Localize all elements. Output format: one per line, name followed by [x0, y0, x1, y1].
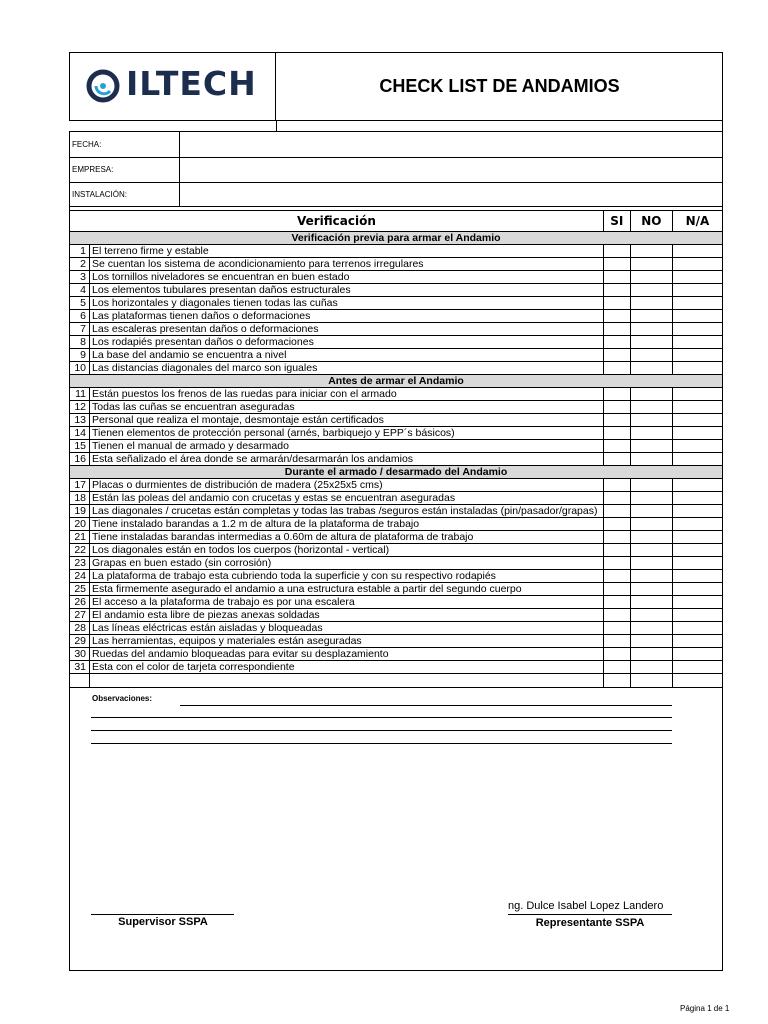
table-row — [70, 284, 723, 297]
blank-cell — [70, 674, 90, 688]
no-cell[interactable] — [630, 271, 672, 284]
si-cell[interactable] — [603, 427, 630, 440]
section-row — [70, 466, 723, 479]
na-cell[interactable] — [672, 596, 722, 609]
si-cell[interactable] — [603, 336, 630, 349]
section-title: Antes de armar el Andamio — [70, 375, 723, 388]
item-number: 12 — [70, 401, 90, 414]
item-text: La base del andamio se encuentra a nivel — [90, 349, 604, 362]
item-number: 4 — [70, 284, 90, 297]
no-cell[interactable] — [630, 661, 672, 674]
item-text: Tienen el manual de armado y desarmado — [90, 440, 604, 453]
table-row — [70, 505, 723, 518]
table-row — [70, 349, 723, 362]
table-row — [70, 609, 723, 622]
item-text: Las líneas eléctricas están aisladas y bloqueadas — [90, 622, 604, 635]
no-cell[interactable] — [630, 596, 672, 609]
representative-name: ng. Dulce Isabel Lopez Landero — [508, 900, 664, 912]
item-text: El acceso a la plataforma de trabajo es por una escalera — [90, 596, 604, 609]
na-cell[interactable] — [672, 414, 722, 427]
table-row — [70, 297, 723, 310]
si-cell[interactable] — [603, 479, 630, 492]
blank-cell — [672, 674, 722, 688]
item-text: Todas las cuñas se encuentran aseguradas — [90, 401, 604, 414]
table-row — [70, 661, 723, 674]
si-cell[interactable] — [603, 596, 630, 609]
checklist-table — [69, 210, 723, 688]
na-cell[interactable] — [672, 323, 722, 336]
no-cell[interactable] — [630, 362, 672, 375]
table-row — [70, 570, 723, 583]
si-cell[interactable] — [603, 271, 630, 284]
no-cell[interactable] — [630, 297, 672, 310]
na-cell[interactable] — [672, 310, 722, 323]
item-number: 29 — [70, 635, 90, 648]
item-number: 11 — [70, 388, 90, 401]
document-header — [69, 52, 723, 121]
no-cell[interactable] — [630, 609, 672, 622]
si-cell[interactable] — [603, 453, 630, 466]
table-row — [70, 258, 723, 271]
table-row — [70, 362, 723, 375]
table-row — [70, 596, 723, 609]
item-text: Las distancias diagonales del marco son iguales — [90, 362, 604, 375]
no-cell[interactable] — [630, 336, 672, 349]
item-text: Ruedas del andamio bloqueadas para evitar su desplazamiento — [90, 648, 604, 661]
na-cell[interactable] — [672, 661, 722, 674]
item-text: Están las poleas del andamio con crucetas y estas se encuentran aseguradas — [90, 492, 604, 505]
na-cell[interactable] — [672, 362, 722, 375]
na-cell[interactable] — [672, 245, 722, 258]
item-text: Las plataformas tienen daños o deformaciones — [90, 310, 604, 323]
si-cell[interactable] — [603, 492, 630, 505]
instalacion-row — [70, 182, 722, 207]
si-cell[interactable] — [603, 661, 630, 674]
page-number: Página 1 de 1 — [680, 1004, 730, 1013]
no-cell[interactable] — [630, 479, 672, 492]
table-row — [70, 557, 723, 570]
section-title: Verificación previa para armar el Andamio — [70, 232, 723, 245]
no-cell[interactable] — [630, 505, 672, 518]
si-cell[interactable] — [603, 557, 630, 570]
table-row — [70, 336, 723, 349]
item-number: 14 — [70, 427, 90, 440]
blank-cell — [90, 674, 604, 688]
table-row — [70, 622, 723, 635]
table-row — [70, 518, 723, 531]
no-cell[interactable] — [630, 635, 672, 648]
na-cell[interactable] — [672, 505, 722, 518]
no-cell[interactable] — [630, 401, 672, 414]
si-cell[interactable] — [603, 388, 630, 401]
header-spacer — [276, 121, 723, 131]
item-number: 7 — [70, 323, 90, 336]
na-cell[interactable] — [672, 297, 722, 310]
no-cell[interactable] — [630, 258, 672, 271]
supervisor-label: Supervisor SSPA — [118, 916, 208, 928]
na-cell[interactable] — [672, 531, 722, 544]
observations-line — [91, 717, 672, 718]
na-cell[interactable] — [672, 479, 722, 492]
item-number: 26 — [70, 596, 90, 609]
observations-line — [91, 730, 672, 731]
si-cell[interactable] — [603, 349, 630, 362]
item-number: 8 — [70, 336, 90, 349]
item-text: Grapas en buen estado (sin corrosión) — [90, 557, 604, 570]
item-number: 31 — [70, 661, 90, 674]
table-row — [70, 414, 723, 427]
supervisor-signature-line — [91, 914, 234, 915]
si-cell[interactable] — [603, 570, 630, 583]
table-row — [70, 427, 723, 440]
no-cell[interactable] — [630, 583, 672, 596]
item-number: 18 — [70, 492, 90, 505]
item-text: Personal que realiza el montaje, desmontaje están certificados — [90, 414, 604, 427]
na-cell[interactable] — [672, 609, 722, 622]
na-cell[interactable] — [672, 427, 722, 440]
si-cell[interactable] — [603, 362, 630, 375]
item-text: Los elementos tubulares presentan daños estructurales — [90, 284, 604, 297]
table-row — [70, 440, 723, 453]
section-title: Durante el armado / desarmado del Andamio — [70, 466, 723, 479]
blank-cell — [630, 674, 672, 688]
si-cell[interactable] — [603, 323, 630, 336]
no-cell[interactable] — [630, 544, 672, 557]
si-cell[interactable] — [603, 258, 630, 271]
table-row — [70, 544, 723, 557]
item-number: 24 — [70, 570, 90, 583]
no-cell[interactable] — [630, 284, 672, 297]
observations-line — [91, 743, 672, 744]
representative-signature-line — [508, 914, 672, 915]
item-text: Los rodapiés presentan daños o deformaciones — [90, 336, 604, 349]
item-number: 9 — [70, 349, 90, 362]
table-row — [70, 635, 723, 648]
item-number: 25 — [70, 583, 90, 596]
na-cell[interactable] — [672, 557, 722, 570]
table-row — [70, 583, 723, 596]
si-cell[interactable] — [603, 531, 630, 544]
blank-cell — [603, 674, 630, 688]
item-text: Tiene instaladas barandas intermedias a 0.60m de altura de plataforma de trabajo — [90, 531, 604, 544]
empresa-label: EMPRESA: — [70, 157, 180, 182]
item-number: 1 — [70, 245, 90, 258]
item-number: 22 — [70, 544, 90, 557]
si-cell[interactable] — [603, 284, 630, 297]
table-row — [70, 492, 723, 505]
table-row — [70, 388, 723, 401]
item-text: Los tornillos niveladores se encuentran en buen estado — [90, 271, 604, 284]
table-row — [70, 323, 723, 336]
no-cell[interactable] — [630, 414, 672, 427]
si-cell[interactable] — [603, 609, 630, 622]
na-cell[interactable] — [672, 622, 722, 635]
item-text: Las diagonales / crucetas están completas y todas las trabas /seguros están instaladas (pin/pasador/grapas) — [90, 505, 604, 518]
si-cell[interactable] — [603, 245, 630, 258]
no-cell[interactable] — [630, 440, 672, 453]
section-row — [70, 375, 723, 388]
logo-cell — [70, 53, 276, 120]
item-number: 28 — [70, 622, 90, 635]
table-row — [70, 245, 723, 258]
no-cell[interactable] — [630, 245, 672, 258]
na-cell[interactable] — [672, 583, 722, 596]
no-cell[interactable] — [630, 388, 672, 401]
oiltech-logo-icon — [84, 69, 124, 103]
no-cell[interactable] — [630, 310, 672, 323]
na-cell[interactable] — [672, 570, 722, 583]
na-cell[interactable] — [672, 544, 722, 557]
si-cell[interactable] — [603, 648, 630, 661]
item-text: Tiene instalado barandas a 1.2 m de altura de la plataforma de trabajo — [90, 518, 604, 531]
na-cell[interactable] — [672, 453, 722, 466]
item-text: El terreno firme y estable — [90, 245, 604, 258]
no-cell[interactable] — [630, 492, 672, 505]
item-number: 27 — [70, 609, 90, 622]
item-text: Están puestos los frenos de las ruedas para iniciar con el armado — [90, 388, 604, 401]
si-cell[interactable] — [603, 310, 630, 323]
na-cell[interactable] — [672, 271, 722, 284]
si-cell[interactable] — [603, 518, 630, 531]
item-text: Tienen elementos de protección personal (arnés, barbiquejo y EPP´s básicos) — [90, 427, 604, 440]
header-verificacion: Verificación — [70, 211, 604, 232]
representative-label: Representante SSPA — [535, 917, 645, 929]
na-cell[interactable] — [672, 401, 722, 414]
no-cell[interactable] — [630, 427, 672, 440]
table-row — [70, 310, 723, 323]
na-cell[interactable] — [672, 518, 722, 531]
fecha-row — [70, 132, 722, 158]
na-cell[interactable] — [672, 258, 722, 271]
na-cell[interactable] — [672, 336, 722, 349]
item-number: 21 — [70, 531, 90, 544]
si-cell[interactable] — [603, 505, 630, 518]
item-text: La plataforma de trabajo esta cubriendo toda la superficie y con su respectivo rodapiés — [90, 570, 604, 583]
observations-label: Observaciones: — [92, 694, 153, 703]
table-row — [70, 479, 723, 492]
item-number: 23 — [70, 557, 90, 570]
item-number: 10 — [70, 362, 90, 375]
item-number: 16 — [70, 453, 90, 466]
item-number: 17 — [70, 479, 90, 492]
no-cell[interactable] — [630, 323, 672, 336]
table-row — [70, 453, 723, 466]
table-header-row — [70, 211, 723, 232]
item-number: 5 — [70, 297, 90, 310]
table-row — [70, 401, 723, 414]
item-text: Esta señalizado el área donde se armarán/desarmarán los andamios — [90, 453, 604, 466]
item-number: 2 — [70, 258, 90, 271]
na-cell[interactable] — [672, 284, 722, 297]
si-cell[interactable] — [603, 544, 630, 557]
item-text: El andamio esta libre de piezas anexas soldadas — [90, 609, 604, 622]
no-cell[interactable] — [630, 518, 672, 531]
si-cell[interactable] — [603, 414, 630, 427]
instalacion-label: INSTALACIÓN: — [70, 182, 180, 207]
header-no: NO — [630, 211, 672, 232]
na-cell[interactable] — [672, 440, 722, 453]
empresa-row — [70, 157, 722, 183]
item-text: Los diagonales están en todos los cuerpos (horizontal - vertical) — [90, 544, 604, 557]
document-title: CHECK LIST DE ANDAMIOS — [379, 76, 620, 96]
section-row — [70, 232, 723, 245]
blank-row — [70, 674, 723, 688]
no-cell[interactable] — [630, 622, 672, 635]
na-cell[interactable] — [672, 492, 722, 505]
si-cell[interactable] — [603, 401, 630, 414]
no-cell[interactable] — [630, 570, 672, 583]
si-cell[interactable] — [603, 635, 630, 648]
item-number: 20 — [70, 518, 90, 531]
item-number: 30 — [70, 648, 90, 661]
header-si: SI — [603, 211, 630, 232]
table-row — [70, 271, 723, 284]
na-cell[interactable] — [672, 635, 722, 648]
na-cell[interactable] — [672, 388, 722, 401]
logo-text: ILTECH — [126, 64, 257, 103]
header-na: N/A — [672, 211, 722, 232]
no-cell[interactable] — [630, 349, 672, 362]
no-cell[interactable] — [630, 648, 672, 661]
table-row — [70, 531, 723, 544]
item-number: 13 — [70, 414, 90, 427]
item-text: Las herramientas, equipos y materiales están aseguradas — [90, 635, 604, 648]
fecha-label: FECHA: — [70, 132, 180, 157]
na-cell[interactable] — [672, 349, 722, 362]
item-number: 19 — [70, 505, 90, 518]
item-text: Las escaleras presentan daños o deformaciones — [90, 323, 604, 336]
item-text: Se cuentan los sistema de acondicionamiento para terrenos irregulares — [90, 258, 604, 271]
observations-line — [180, 705, 672, 706]
item-number: 6 — [70, 310, 90, 323]
no-cell[interactable] — [630, 531, 672, 544]
table-row — [70, 648, 723, 661]
item-text: Los horizontales y diagonales tienen todas las cuñas — [90, 297, 604, 310]
no-cell[interactable] — [630, 453, 672, 466]
no-cell[interactable] — [630, 557, 672, 570]
na-cell[interactable] — [672, 648, 722, 661]
si-cell[interactable] — [603, 583, 630, 596]
item-number: 3 — [70, 271, 90, 284]
item-number: 15 — [70, 440, 90, 453]
item-text: Esta con el color de tarjeta correspondiente — [90, 661, 604, 674]
info-block — [69, 131, 723, 207]
item-text: Esta firmemente asegurado el andamio a una estructura estable a partir del segundo cuerpo — [90, 583, 604, 596]
si-cell[interactable] — [603, 622, 630, 635]
si-cell[interactable] — [603, 440, 630, 453]
item-text: Placas o durmientes de distribución de madera (25x25x5 cms) — [90, 479, 604, 492]
si-cell[interactable] — [603, 297, 630, 310]
